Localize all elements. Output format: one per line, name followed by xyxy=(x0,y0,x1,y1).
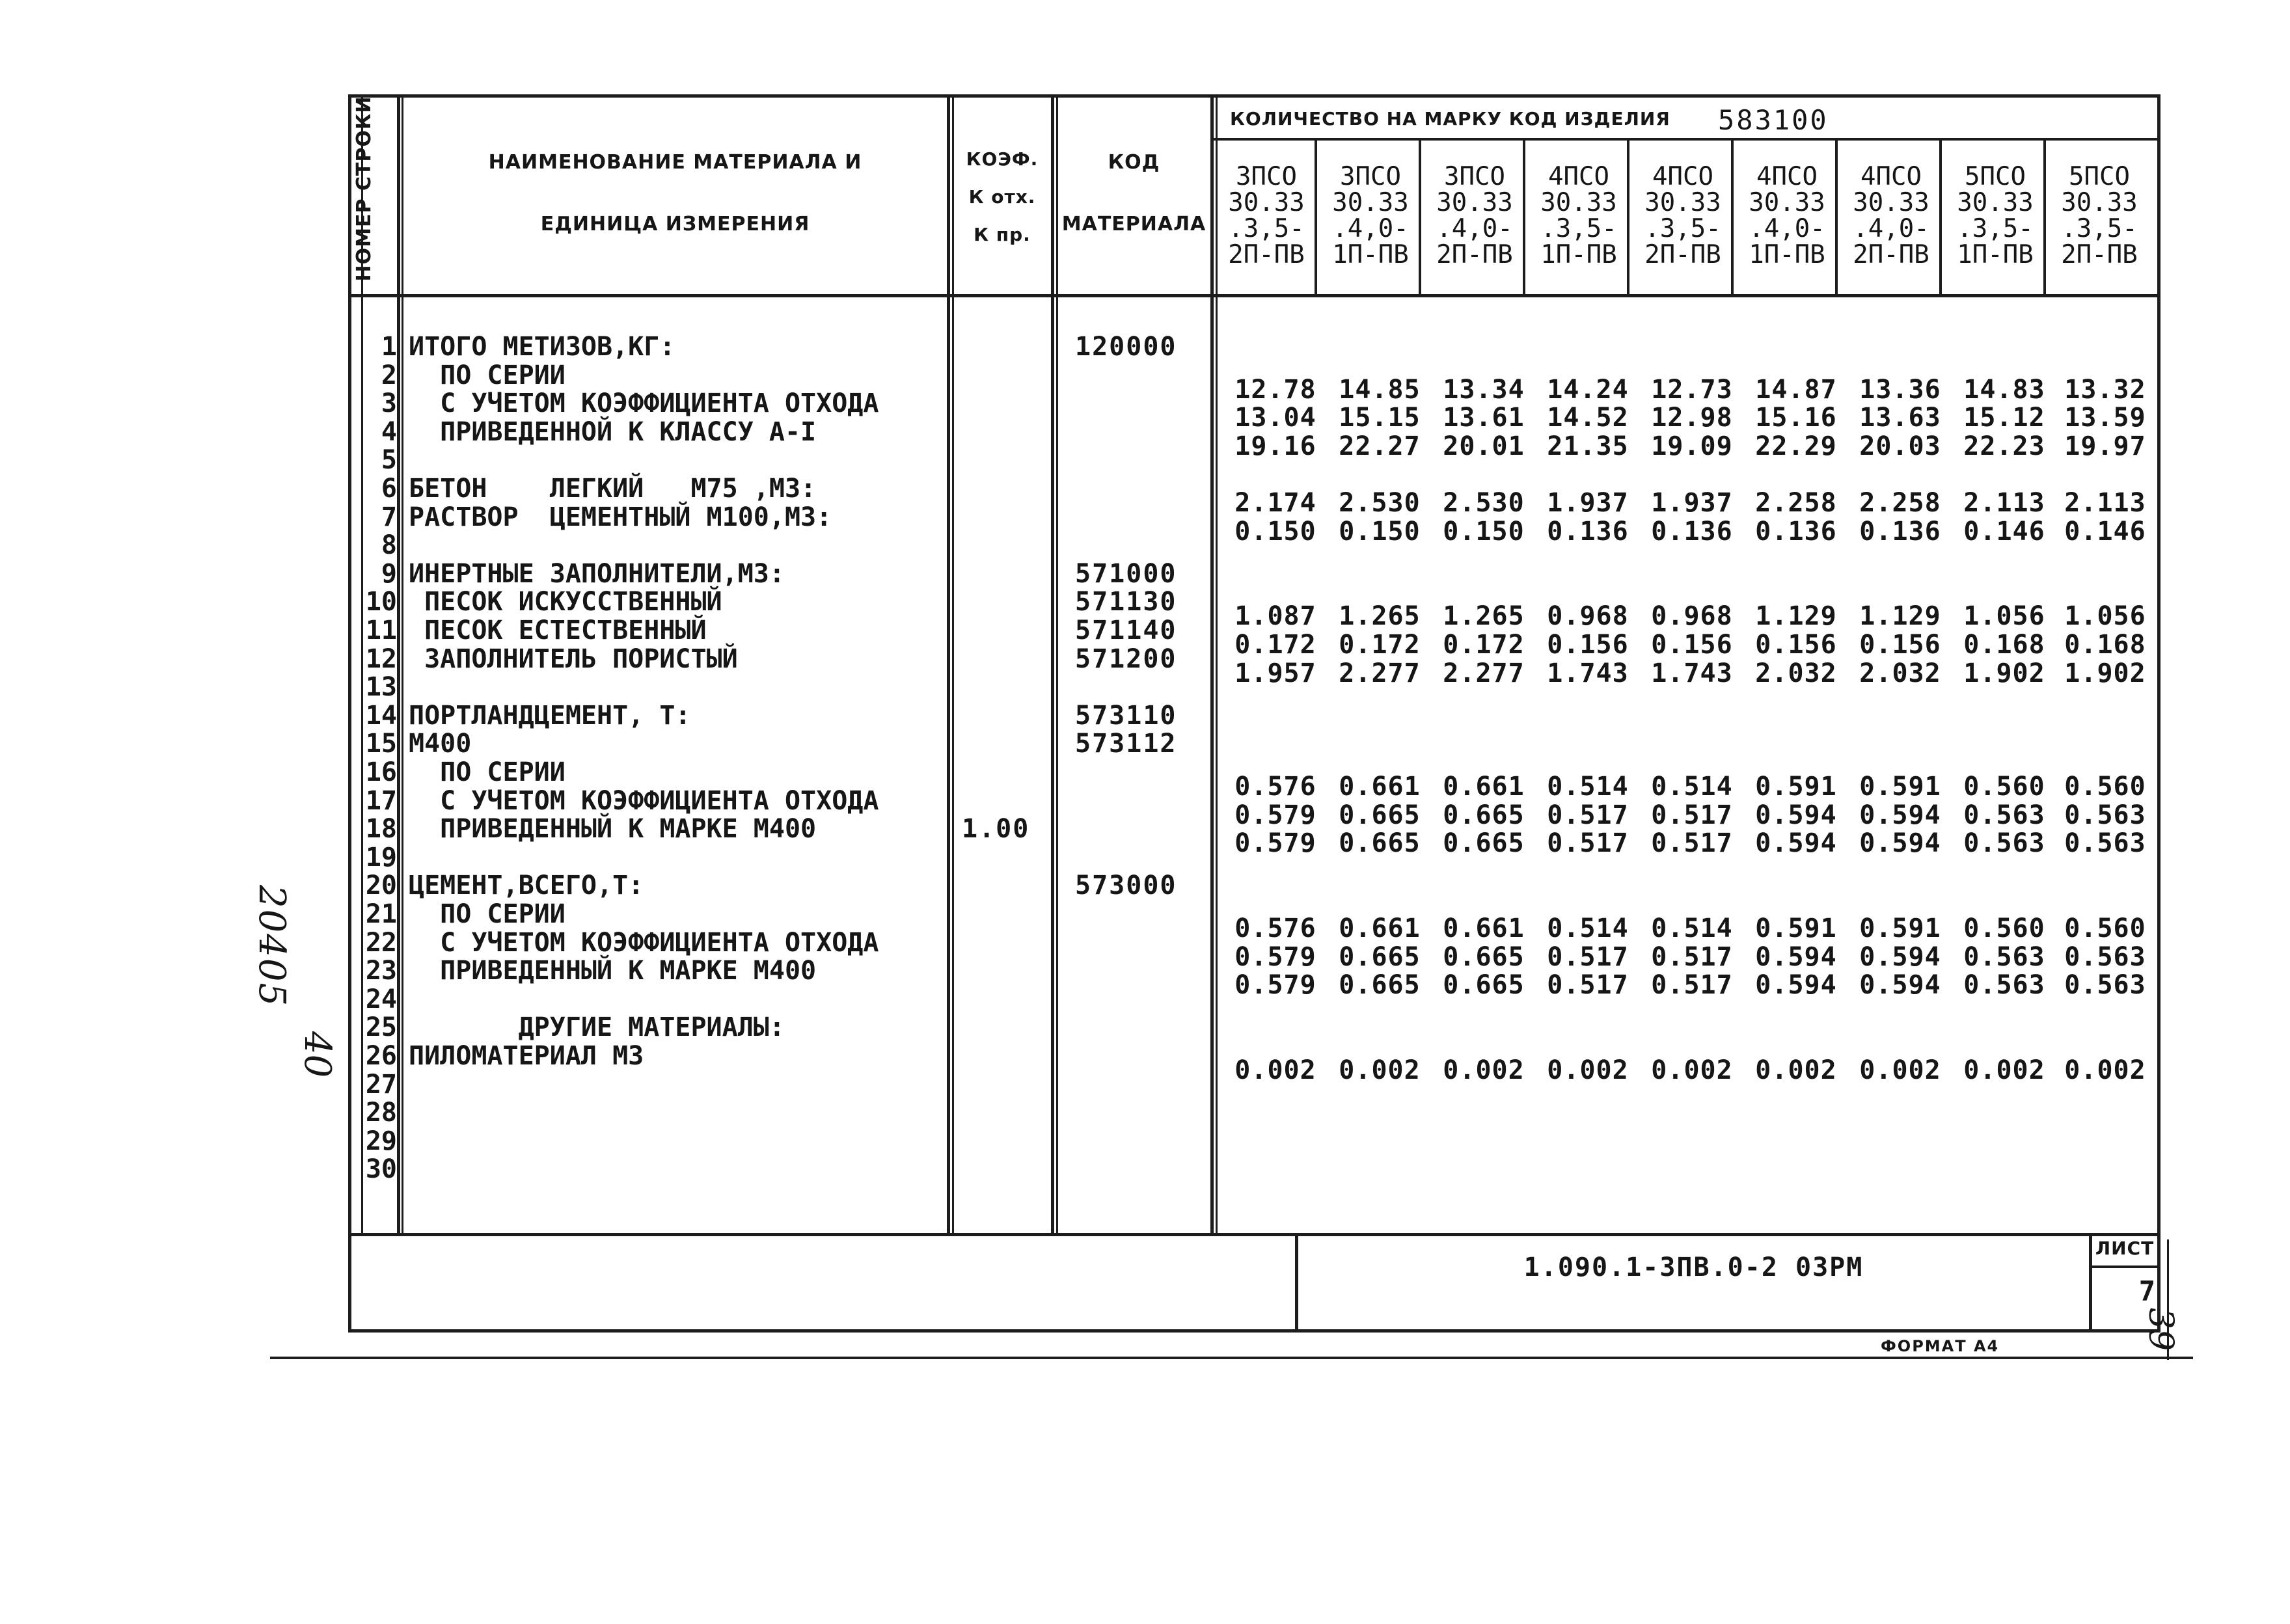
row-number: 24 xyxy=(365,984,397,1014)
quantity-value: 0.002 xyxy=(1443,1055,1525,1085)
quantity-value: 0.156 xyxy=(1651,630,1733,660)
row-number: 15 xyxy=(365,729,397,759)
product-column-line: 1П-ПВ xyxy=(1957,240,2034,269)
quantity-value: 0.156 xyxy=(1547,630,1629,660)
quantity-value: 19.09 xyxy=(1651,431,1733,461)
product-column-line: 30.33 xyxy=(1228,188,1305,217)
material-name: РАСТВОР ЦЕМЕНТНЫЙ М100,М3: xyxy=(409,502,832,532)
row-number: 10 xyxy=(365,587,397,617)
row-number: 21 xyxy=(365,899,397,929)
material-code: 571140 xyxy=(1075,616,1177,645)
row-number: 9 xyxy=(381,559,397,589)
product-column-line: 30.33 xyxy=(1749,188,1825,217)
material-code: 573110 xyxy=(1075,701,1177,731)
quantity-value: 13.36 xyxy=(1859,375,1941,405)
product-column-line: .4,0- xyxy=(1749,214,1825,243)
material-name: ПРИВЕДЕННОЙ К КЛАССУ А-I xyxy=(409,417,817,447)
quantity-value: 2.032 xyxy=(1859,658,1941,688)
quantity-value: 0.136 xyxy=(1547,517,1629,547)
product-column-line: .3,5- xyxy=(2061,214,2138,243)
quantity-value: 2.032 xyxy=(1755,658,1837,688)
quantity-value: 0.517 xyxy=(1547,800,1629,830)
quantity-value: 0.594 xyxy=(1755,800,1837,830)
product-column-header xyxy=(1322,164,1419,268)
quantity-value: 14.83 xyxy=(1963,375,2045,405)
row-number: 4 xyxy=(381,417,397,447)
quantity-value: 13.63 xyxy=(1859,403,1941,433)
quantity-value: 2.113 xyxy=(2064,488,2146,518)
quantity-value: 0.560 xyxy=(1963,914,2045,943)
inventory-number: 20405 xyxy=(251,885,293,1008)
quantity-value: 12.98 xyxy=(1651,403,1733,433)
product-column-line: 3ПСО xyxy=(1236,162,1297,191)
quantity-value: 0.002 xyxy=(1651,1055,1733,1085)
quantity-value: 1.957 xyxy=(1234,658,1316,688)
material-name: БЕТОН ЛЕГКИЙ М75 ,М3: xyxy=(409,474,817,504)
product-column-line: 5ПСО xyxy=(2069,162,2130,191)
quantity-value: 0.579 xyxy=(1234,970,1316,1000)
quantity-value: 0.594 xyxy=(1859,828,1941,858)
product-column-line: 4ПСО xyxy=(1756,162,1818,191)
quantity-value: 0.002 xyxy=(1234,1055,1316,1085)
quantity-value: 0.002 xyxy=(1547,1055,1629,1085)
row-number-header: НОМЕР СТРОКИ xyxy=(353,96,375,282)
product-column-line: .3,5- xyxy=(1540,214,1617,243)
quantity-value: 0.665 xyxy=(1443,800,1525,830)
product-column-line: 30.33 xyxy=(1332,188,1409,217)
quantity-value: 0.172 xyxy=(1234,630,1316,660)
material-name-header xyxy=(403,150,947,237)
quantity-value: 1.902 xyxy=(2064,658,2146,688)
quantity-value: 0.563 xyxy=(1963,970,2045,1000)
quantity-value: 0.594 xyxy=(1859,800,1941,830)
material-name: ЗАПОЛНИТЕЛЬ ПОРИСТЫЙ xyxy=(409,644,738,674)
product-column-line: 30.33 xyxy=(1957,188,2034,217)
quantity-value: 22.29 xyxy=(1755,431,1837,461)
quantity-value: 12.73 xyxy=(1651,375,1733,405)
quantity-value: 0.517 xyxy=(1651,970,1733,1000)
quantity-value: 0.968 xyxy=(1547,601,1629,631)
product-column-header xyxy=(1426,164,1523,268)
quantity-value: 0.514 xyxy=(1651,772,1733,802)
product-column-line: 2П-ПВ xyxy=(2061,240,2138,269)
product-column-header xyxy=(1218,164,1315,268)
quantity-value: 0.579 xyxy=(1234,800,1316,830)
row-number: 20 xyxy=(365,871,397,900)
quantity-value: 0.563 xyxy=(1963,942,2045,972)
row-number: 19 xyxy=(365,843,397,873)
product-column-line: 4ПСО xyxy=(1652,162,1713,191)
quantity-value: 0.172 xyxy=(1339,630,1421,660)
quantity-value: 1.129 xyxy=(1859,601,1941,631)
product-column-line: .3,5- xyxy=(1644,214,1721,243)
quantity-value: 0.661 xyxy=(1443,772,1525,802)
quantity-value: 15.12 xyxy=(1963,403,2045,433)
quantity-value: 19.97 xyxy=(2064,431,2146,461)
document-code: 1.090.1-3ПВ.0-2 03РМ xyxy=(1523,1252,1864,1282)
material-name: ПЕСОК ЕСТЕСТВЕННЫЙ xyxy=(409,616,707,645)
quantity-value: 0.514 xyxy=(1651,914,1733,943)
row-number: 28 xyxy=(365,1098,397,1128)
product-code: 583100 xyxy=(1718,104,1829,136)
product-column-line: 3ПСО xyxy=(1340,162,1401,191)
quantity-value: 0.594 xyxy=(1755,970,1837,1000)
product-column-line: 30.33 xyxy=(1436,188,1513,217)
quantity-value: 20.03 xyxy=(1859,431,1941,461)
sheet-label: ЛИСТ xyxy=(2095,1238,2155,1259)
quantity-value: 0.665 xyxy=(1339,942,1421,972)
material-name: ИНЕРТНЫЕ ЗАПОЛНИТЕЛИ,М3: xyxy=(409,559,785,589)
quantity-value: 13.32 xyxy=(2064,375,2146,405)
product-column-line: .3,5- xyxy=(1228,214,1305,243)
quantity-value: 2.174 xyxy=(1234,488,1316,518)
product-column-line: 30.33 xyxy=(1853,188,1929,217)
quantity-value: 0.665 xyxy=(1443,970,1525,1000)
material-name: ПО СЕРИИ xyxy=(409,757,566,787)
material-name: С УЧЕТОМ КОЭФФИЦИЕНТА ОТХОДА xyxy=(409,928,879,958)
quantity-value: 19.16 xyxy=(1234,431,1316,461)
product-column-line: 4ПСО xyxy=(1861,162,1922,191)
product-column-line: 2П-ПВ xyxy=(1228,240,1305,269)
quantity-value: 1.129 xyxy=(1755,601,1837,631)
quantity-value: 0.665 xyxy=(1339,828,1421,858)
row-number: 12 xyxy=(365,644,397,674)
quantity-value: 0.591 xyxy=(1859,914,1941,943)
quantity-value: 0.560 xyxy=(2064,914,2146,943)
row-number: 26 xyxy=(365,1041,397,1071)
quantity-value: 1.937 xyxy=(1651,488,1733,518)
quantity-value: 0.665 xyxy=(1443,828,1525,858)
quantity-value: 0.136 xyxy=(1755,517,1837,547)
quantity-value: 0.150 xyxy=(1339,517,1421,547)
material-name-header-line2: ЕДИНИЦА ИЗМЕРЕНИЯ xyxy=(540,213,810,236)
product-column-header xyxy=(1843,164,1939,268)
quantity-value: 0.661 xyxy=(1339,914,1421,943)
code-header-line2: МАТЕРИАЛА xyxy=(1061,213,1206,236)
quantity-value: 1.743 xyxy=(1651,658,1733,688)
row-number: 27 xyxy=(365,1070,397,1100)
material-name: ЦЕМЕНТ,ВСЕГО,Т: xyxy=(409,871,644,900)
material-name: ИТОГО МЕТИЗОВ,КГ: xyxy=(409,332,675,362)
product-column-line: .3,5- xyxy=(1957,214,2034,243)
quantity-value: 1.902 xyxy=(1963,658,2045,688)
quantity-value: 0.002 xyxy=(1755,1055,1837,1085)
material-name: ПО СЕРИИ xyxy=(409,899,566,929)
quantity-value: 0.594 xyxy=(1859,942,1941,972)
quantity-header: КОЛИЧЕСТВО НА МАРКУ КОД ИЗДЕЛИЯ xyxy=(1230,108,1670,129)
quantity-value: 0.517 xyxy=(1547,942,1629,972)
quantity-value: 0.146 xyxy=(1963,517,2045,547)
material-code: 571130 xyxy=(1075,587,1177,617)
row-number: 7 xyxy=(381,502,397,532)
material-name: М400 xyxy=(409,729,472,759)
quantity-value: 14.85 xyxy=(1339,375,1421,405)
quantity-value: 0.563 xyxy=(2064,828,2146,858)
quantity-value: 0.002 xyxy=(1859,1055,1941,1085)
row-number: 3 xyxy=(381,388,397,418)
quantity-value: 1.743 xyxy=(1547,658,1629,688)
quantity-value: 0.594 xyxy=(1755,828,1837,858)
material-name: ПОРТЛАНДЦЕМЕНТ, Т: xyxy=(409,701,691,731)
quantity-value: 0.563 xyxy=(2064,970,2146,1000)
row-number: 13 xyxy=(365,672,397,702)
quantity-value: 0.168 xyxy=(2064,630,2146,660)
quantity-value: 2.258 xyxy=(1755,488,1837,518)
quantity-value: 0.002 xyxy=(2064,1055,2146,1085)
product-column-line: 1П-ПВ xyxy=(1540,240,1617,269)
material-name: ПО СЕРИИ xyxy=(409,360,566,390)
quantity-value: 14.87 xyxy=(1755,375,1837,405)
product-column-line: 2П-ПВ xyxy=(1853,240,1929,269)
quantity-value: 21.35 xyxy=(1547,431,1629,461)
quantity-value: 1.056 xyxy=(2064,601,2146,631)
quantity-value: 0.146 xyxy=(2064,517,2146,547)
material-name: ПЕСОК ИСКУССТВЕННЫЙ xyxy=(409,587,722,617)
row-number: 17 xyxy=(365,786,397,816)
quantity-value: 0.591 xyxy=(1755,914,1837,943)
quantity-value: 0.591 xyxy=(1859,772,1941,802)
quantity-value: 0.576 xyxy=(1234,914,1316,943)
product-column-line: 5ПСО xyxy=(1965,162,2026,191)
product-column-line: 30.33 xyxy=(1540,188,1617,217)
product-column-header xyxy=(1739,164,1835,268)
material-name: С УЧЕТОМ КОЭФФИЦИЕНТА ОТХОДА xyxy=(409,388,879,418)
quantity-value: 0.563 xyxy=(1963,800,2045,830)
quantity-value: 1.087 xyxy=(1234,601,1316,631)
quantity-value: 0.665 xyxy=(1339,800,1421,830)
quantity-value: 14.52 xyxy=(1547,403,1629,433)
quantity-value: 0.563 xyxy=(1963,828,2045,858)
row-number: 5 xyxy=(381,445,397,475)
quantity-value: 13.04 xyxy=(1234,403,1316,433)
quantity-value: 0.968 xyxy=(1651,601,1733,631)
material-name: ДРУГИЕ МАТЕРИАЛЫ: xyxy=(409,1012,785,1042)
quantity-value: 1.056 xyxy=(1963,601,2045,631)
material-code: 120000 xyxy=(1075,332,1177,362)
quantity-value: 0.514 xyxy=(1547,772,1629,802)
row-number: 29 xyxy=(365,1126,397,1156)
quantity-value: 0.661 xyxy=(1443,914,1525,943)
quantity-value: 2.113 xyxy=(1963,488,2045,518)
material-code: 571000 xyxy=(1075,559,1177,589)
coefficient-value: 1.00 xyxy=(962,814,1030,844)
quantity-value: 15.16 xyxy=(1755,403,1837,433)
quantity-value: 2.530 xyxy=(1443,488,1525,518)
format-label: ФОРМАТ А4 xyxy=(1881,1337,2000,1355)
inventory-sheet: 40 xyxy=(296,1031,338,1078)
material-name: С УЧЕТОМ КОЭФФИЦИЕНТА ОТХОДА xyxy=(409,786,879,816)
product-column-header xyxy=(1531,164,1627,268)
quantity-value: 13.59 xyxy=(2064,403,2146,433)
material-code: 573000 xyxy=(1075,871,1177,900)
row-number: 1 xyxy=(381,332,397,362)
quantity-value: 0.002 xyxy=(1339,1055,1421,1085)
quantity-value: 0.150 xyxy=(1443,517,1525,547)
row-number: 23 xyxy=(365,956,397,986)
quantity-value: 0.579 xyxy=(1234,942,1316,972)
quantity-value: 0.517 xyxy=(1651,942,1733,972)
quantity-value: 0.560 xyxy=(2064,772,2146,802)
row-number: 16 xyxy=(365,757,397,787)
row-number: 6 xyxy=(381,474,397,504)
quantity-value: 0.002 xyxy=(1963,1055,2045,1085)
quantity-value: 0.514 xyxy=(1547,914,1629,943)
material-name: ПИЛОМАТЕРИАЛ М3 xyxy=(409,1041,644,1071)
quantity-value: 0.576 xyxy=(1234,772,1316,802)
quantity-value: 1.937 xyxy=(1547,488,1629,518)
product-column-line: 2П-ПВ xyxy=(1436,240,1513,269)
row-number: 18 xyxy=(365,814,397,844)
coef-header-line2: К отх. xyxy=(968,186,1036,208)
quantity-value: 0.661 xyxy=(1339,772,1421,802)
product-column-line: .4,0- xyxy=(1332,214,1409,243)
product-column-header xyxy=(1947,164,2043,268)
quantity-value: 12.78 xyxy=(1234,375,1316,405)
quantity-value: 0.517 xyxy=(1651,800,1733,830)
product-column-line: 1П-ПВ xyxy=(1332,240,1409,269)
row-number: 11 xyxy=(365,616,397,645)
quantity-value: 20.01 xyxy=(1443,431,1525,461)
quantity-value: 2.277 xyxy=(1339,658,1421,688)
quantity-value: 0.665 xyxy=(1443,942,1525,972)
code-header-line1: КОД xyxy=(1108,151,1160,174)
product-column-header xyxy=(2051,164,2147,268)
quantity-value: 14.24 xyxy=(1547,375,1629,405)
quantity-value: 0.665 xyxy=(1339,970,1421,1000)
quantity-value: 13.61 xyxy=(1443,403,1525,433)
code-header xyxy=(1057,150,1210,237)
quantity-value: 1.265 xyxy=(1443,601,1525,631)
coef-header xyxy=(953,146,1051,248)
row-number: 14 xyxy=(365,701,397,731)
quantity-value: 13.34 xyxy=(1443,375,1525,405)
quantity-value: 22.23 xyxy=(1963,431,2045,461)
quantity-value: 2.258 xyxy=(1859,488,1941,518)
quantity-value: 1.265 xyxy=(1339,601,1421,631)
quantity-value: 0.156 xyxy=(1755,630,1837,660)
quantity-value: 0.563 xyxy=(2064,942,2146,972)
product-column-header xyxy=(1635,164,1731,268)
coef-header-line1: КОЭФ. xyxy=(966,148,1039,170)
row-number: 2 xyxy=(381,360,397,390)
product-column-line: 4ПСО xyxy=(1548,162,1609,191)
product-column-line: 2П-ПВ xyxy=(1644,240,1721,269)
material-code: 573112 xyxy=(1075,729,1177,759)
material-name: ПРИВЕДЕННЫЙ К МАРКЕ М400 xyxy=(409,814,817,844)
quantity-value: 2.277 xyxy=(1443,658,1525,688)
quantity-value: 0.517 xyxy=(1547,970,1629,1000)
row-number: 30 xyxy=(365,1154,397,1184)
product-column-line: 1П-ПВ xyxy=(1749,240,1825,269)
product-column-line: .4,0- xyxy=(1853,214,1929,243)
quantity-value: 0.172 xyxy=(1443,630,1525,660)
material-name-header-line1: НАИМЕНОВАНИЕ МАТЕРИАЛА И xyxy=(488,151,862,174)
product-column-line: .4,0- xyxy=(1436,214,1513,243)
quantity-value: 15.15 xyxy=(1339,403,1421,433)
material-code: 571200 xyxy=(1075,644,1177,674)
quantity-value: 0.591 xyxy=(1755,772,1837,802)
quantity-value: 0.150 xyxy=(1234,517,1316,547)
quantity-value: 0.136 xyxy=(1859,517,1941,547)
quantity-value: 0.156 xyxy=(1859,630,1941,660)
sheet-number: 7 xyxy=(2138,1275,2155,1307)
row-number: 25 xyxy=(365,1012,397,1042)
quantity-value: 0.136 xyxy=(1651,517,1733,547)
quantity-value: 0.517 xyxy=(1547,828,1629,858)
row-number: 8 xyxy=(381,530,397,560)
product-column-line: 30.33 xyxy=(2061,188,2138,217)
quantity-value: 0.594 xyxy=(1859,970,1941,1000)
row-number: 22 xyxy=(365,928,397,958)
material-name: ПРИВЕДЕННЫЙ К МАРКЕ М400 xyxy=(409,956,817,986)
quantity-value: 0.517 xyxy=(1651,828,1733,858)
coef-header-line3: К пр. xyxy=(974,224,1031,245)
quantity-value: 0.579 xyxy=(1234,828,1316,858)
product-column-line: 3ПСО xyxy=(1444,162,1505,191)
quantity-value: 0.168 xyxy=(1963,630,2045,660)
margin-page-number: 39 xyxy=(2141,1308,2180,1351)
product-column-line: 30.33 xyxy=(1644,188,1721,217)
quantity-value: 2.530 xyxy=(1339,488,1421,518)
quantity-value: 22.27 xyxy=(1339,431,1421,461)
quantity-value: 0.563 xyxy=(2064,800,2146,830)
quantity-value: 0.594 xyxy=(1755,942,1837,972)
quantity-value: 0.560 xyxy=(1963,772,2045,802)
